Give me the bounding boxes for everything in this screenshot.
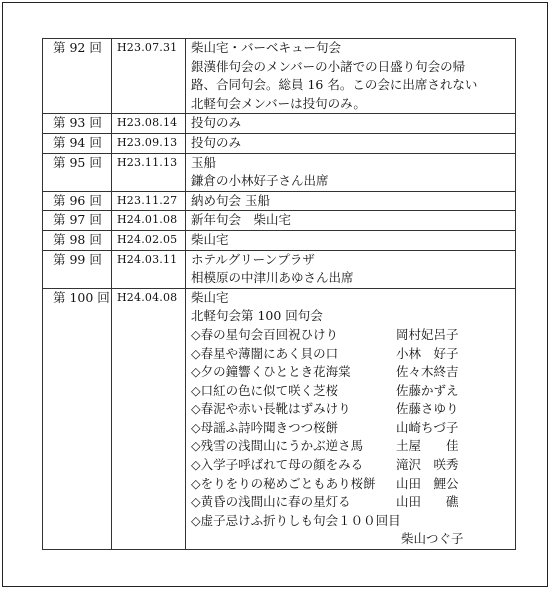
- haiku-line: [191, 400, 515, 419]
- note-line: 玉船: [191, 154, 217, 170]
- meeting-notes: [186, 250, 516, 288]
- meeting-notes: [186, 153, 516, 191]
- haiku-author: 山田 鯉公: [396, 475, 459, 491]
- note-line: 投句のみ: [191, 134, 242, 150]
- haiku-text: ◇口紅の色に似て咲く芝桜: [191, 382, 339, 398]
- meeting-date: H23.08.14: [112, 114, 186, 134]
- meeting-number: 第 99 回: [43, 250, 112, 288]
- note-line: 柴山宅: [191, 289, 229, 305]
- note-line: 銀漢俳句会のメンバーの小諸での日盛り句会の帰: [191, 58, 466, 74]
- haiku-line: [191, 493, 515, 512]
- meeting-notes: [186, 288, 516, 549]
- haiku-text: ◇春泥や赤い長靴はずみけり: [191, 401, 351, 417]
- haiku-author: 山田 礁: [396, 494, 459, 510]
- table-row: [43, 39, 516, 114]
- meeting-date: H23.11.13: [112, 153, 186, 191]
- haiku-line: [191, 363, 515, 382]
- note-line: 投句のみ: [191, 115, 242, 131]
- haiku-text: ◇母謡ふ詩吟聞きつつ桜餅: [191, 419, 339, 435]
- meeting-notes: [186, 191, 516, 211]
- haiku-text: ◇残雪の浅間山にうかぶ逆さ馬: [191, 438, 364, 454]
- note-line: 北軽句会メンバーは投句のみ。: [191, 95, 366, 111]
- haiku-author: 山崎ちづ子: [396, 419, 459, 435]
- haiku-line: [191, 382, 515, 401]
- haiku-text: ◇入学子呼ばれて母の顔をみる: [191, 457, 364, 473]
- meeting-date: H23.07.31: [112, 39, 186, 114]
- meeting-date: H24.02.05: [112, 230, 186, 250]
- meeting-number: 第 97 回: [43, 211, 112, 231]
- note-line: 北軽句会第 100 回句会: [191, 308, 323, 324]
- meeting-date: H23.09.13: [112, 133, 186, 153]
- meeting-number: 第 92 回: [43, 39, 112, 114]
- note-line: 鎌倉の小林好子さん出席: [191, 173, 329, 189]
- meeting-notes: [186, 211, 516, 231]
- haiku-author: 小林 好子: [396, 345, 459, 361]
- haiku-author: 滝沢 咲秀: [396, 457, 459, 473]
- table-row: [43, 133, 516, 153]
- meeting-notes: [186, 114, 516, 134]
- table-row: [43, 230, 516, 250]
- haiku-text: ◇虚子忌けふ折りしも句会１００回目: [191, 512, 401, 528]
- meeting-date: H24.04.08: [112, 288, 186, 549]
- haiku-text: ◇黄昏の浅間山に春の星灯る: [191, 494, 351, 510]
- meeting-number: 第 100 回: [43, 288, 112, 549]
- meeting-date: H23.11.27: [112, 191, 186, 211]
- meeting-number: 第 94 回: [43, 133, 112, 153]
- meeting-notes: [186, 230, 516, 250]
- haiku-text: ◇をりをりの秘めごともあり桜餅: [191, 475, 376, 491]
- haiku-line: [191, 437, 515, 456]
- haiku-meeting-log-table: [42, 38, 516, 550]
- haiku-author: 佐々木終吉: [396, 364, 459, 380]
- meeting-number: 第 95 回: [43, 153, 112, 191]
- haiku-text: ◇春星や薄闇にあく貝の口: [191, 345, 339, 361]
- signature: 柴山つぐ子: [401, 531, 464, 547]
- meeting-date: H24.01.08: [112, 211, 186, 231]
- note-line: 相模原の中津川あゆさん出席: [191, 270, 354, 286]
- table-row: [43, 153, 516, 191]
- meeting-number: 第 96 回: [43, 191, 112, 211]
- note-line: ホテルグリーンプラザ: [191, 251, 315, 267]
- meeting-date: H24.03.11: [112, 250, 186, 288]
- table-row: [43, 211, 516, 231]
- table-row: [43, 114, 516, 134]
- haiku-author: 土屋 佳: [396, 438, 459, 454]
- haiku-line: [191, 456, 515, 475]
- haiku-text: ◇夕の鐘響くひととき花海棠: [191, 364, 351, 380]
- note-line: 柴山宅・バーベキュー句会: [191, 40, 342, 55]
- note-line: 新年句会 柴山宅: [191, 212, 292, 228]
- table-row: [43, 191, 516, 211]
- table-row-100: [43, 288, 516, 549]
- haiku-line: [191, 475, 515, 494]
- haiku-author: 佐藤さゆり: [396, 401, 459, 417]
- meeting-number: 第 93 回: [43, 114, 112, 134]
- haiku-line: [191, 326, 515, 345]
- note-line: 路、合同句会。総員 16 名。この会に出席されない: [191, 77, 478, 93]
- meeting-number: 第 98 回: [43, 230, 112, 250]
- haiku-text: ◇春の星句会百回祝ひけり: [191, 326, 339, 342]
- note-line: 納め句会 玉船: [191, 192, 270, 208]
- haiku-line: [191, 345, 515, 364]
- note-line: 柴山宅: [191, 231, 229, 247]
- haiku-author: 岡村妃呂子: [396, 326, 459, 342]
- meeting-notes: [186, 39, 516, 114]
- haiku-line: [191, 419, 515, 438]
- table-row: [43, 250, 516, 288]
- meeting-notes: [186, 133, 516, 153]
- haiku-author: 佐藤かずえ: [396, 382, 459, 398]
